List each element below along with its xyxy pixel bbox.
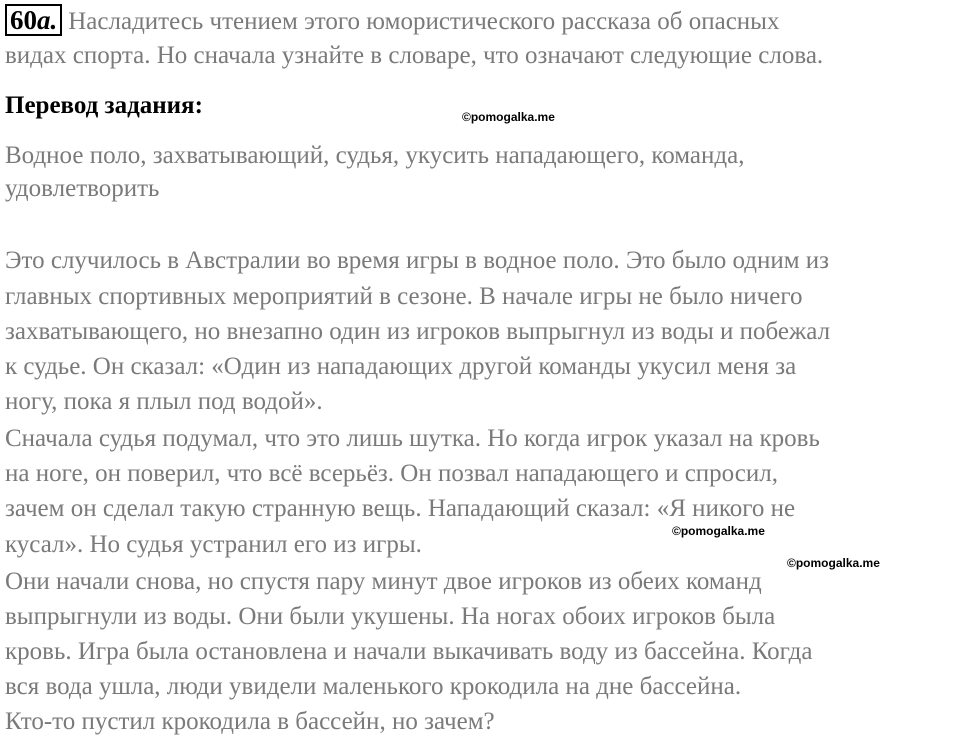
watermark-3: ©pomogalka.me — [787, 556, 880, 570]
story-line-6: Сначала судья подумал, что это лишь шутка. Но когда игрок указал на кровь — [5, 425, 820, 452]
story-line-12: кровь. Игра была остановлена и начали выкачивать воду из бассейна. Когда — [5, 638, 813, 665]
vocabulary-line-1: Водное поло, захватывающий, судья, укусить нападающего, команда, — [5, 142, 745, 169]
task-letter: a. — [37, 5, 58, 35]
story-line-8: зачем он сделал такую странную вещь. Нападающий сказал: «Я никого не — [5, 495, 796, 522]
story-line-5: ногу, пока я плыл под водой». — [5, 388, 323, 415]
task-instruction-text-1: Насладитесь чтением этого юмористического рассказа об опасных — [68, 8, 780, 35]
story-line-13: вся вода ушла, люди увидели маленького крокодила на дне бассейна. — [5, 673, 742, 700]
story-line-4: к судье. Он сказал: «Один из нападающих другой команды укусил меня за — [5, 353, 797, 380]
story-line-1: Это случилось в Австралии во время игры в водное поло. Это было одним из — [5, 247, 830, 274]
vocabulary-line-2: удовлетворить — [5, 175, 160, 202]
watermark-2: ©pomogalka.me — [672, 524, 765, 538]
task-number-badge — [5, 4, 62, 36]
task-instruction-line-1 — [5, 4, 955, 37]
task-number: 60 — [10, 5, 37, 35]
translation-heading: Перевод задания: — [5, 92, 203, 119]
watermark-1: ©pomogalka.me — [462, 110, 555, 124]
story-line-10: Они начали снова, но спустя пару минут двое игроков из обеих команд — [5, 568, 762, 595]
story-line-14: Кто-то пустил крокодила в бассейн, но зачем? — [5, 708, 495, 735]
story-line-2: главных спортивных мероприятий в сезоне. В начале игры не было ничего — [5, 283, 803, 310]
story-line-9: кусал». Но судья устранил его из игры. — [5, 531, 422, 558]
story-line-11: выпрыгнули из воды. Они были укушены. На ногах обоих игроков была — [5, 603, 776, 630]
story-line-3: захватывающего, но внезапно один из игроков выпрыгнул из воды и побежал — [5, 318, 831, 345]
story-line-7: на ноге, он поверил, что всё всерьёз. Он позвал нападающего и спросил, — [5, 460, 779, 487]
task-instruction-line-2: видах спорта. Но сначала узнайте в словаре, что означают следующие слова. — [5, 42, 824, 69]
